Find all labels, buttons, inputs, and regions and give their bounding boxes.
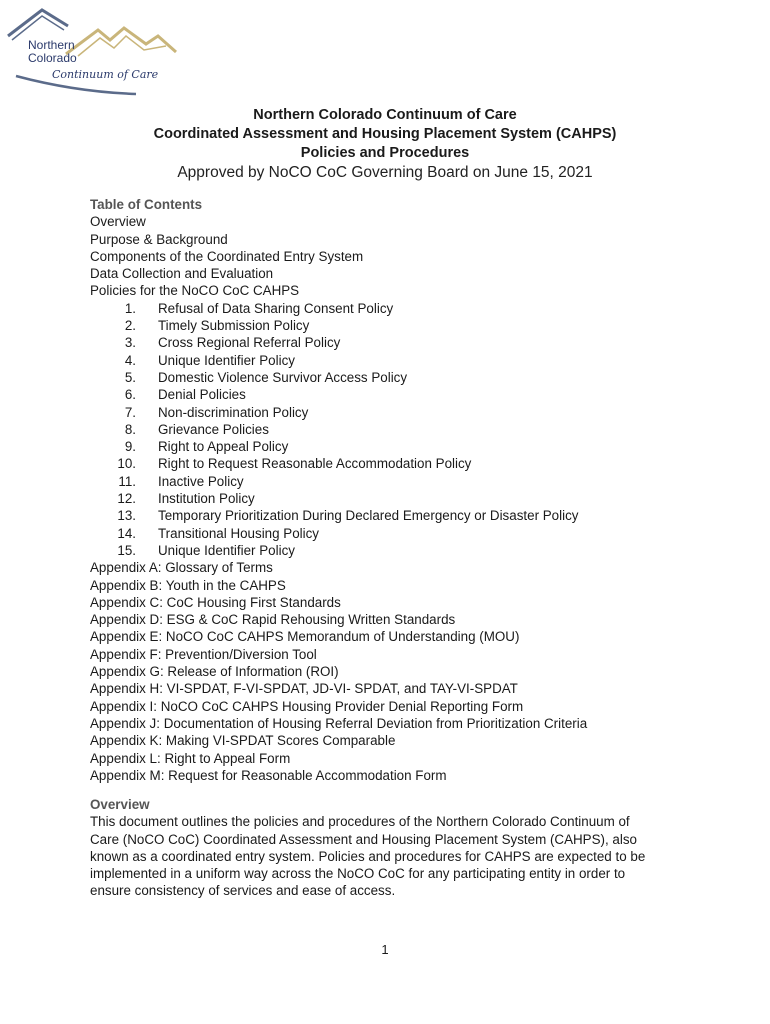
toc-policy-number: 13. (117, 508, 136, 524)
toc-policy-number: 1. (124, 300, 136, 316)
toc-policy-item[interactable] (90, 542, 730, 559)
toc-policy-label: Timely Submission Policy (158, 318, 310, 334)
toc-policy-number: 9. (124, 439, 136, 455)
table-of-contents (90, 196, 730, 784)
title-line-3: Policies and Procedures (300, 145, 470, 161)
toc-policy-number: 3. (124, 335, 136, 351)
toc-policy-item[interactable] (90, 507, 730, 524)
toc-policy-label: Non-discrimination Policy (158, 404, 309, 420)
toc-appendix-item[interactable]: Appendix B: Youth in the CAHPS (90, 577, 286, 593)
toc-appendix-item[interactable]: Appendix A: Glossary of Terms (90, 560, 273, 576)
toc-policy-label: Temporary Prioritization During Declared Emergency or Disaster Policy (158, 508, 579, 524)
toc-policy-number: 6. (124, 387, 136, 403)
toc-policy-number: 15. (117, 542, 136, 558)
toc-policy-item[interactable] (90, 438, 730, 455)
toc-appendix-item[interactable]: Appendix G: Release of Information (ROI) (90, 664, 339, 680)
toc-policy-label: Right to Request Reasonable Accommodation Policy (158, 456, 472, 472)
toc-appendix-item[interactable]: Appendix E: NoCO CoC CAHPS Memorandum of Understanding (MOU) (90, 629, 520, 645)
toc-policy-number: 12. (117, 491, 136, 507)
toc-appendix-item[interactable]: Appendix M: Request for Reasonable Accommodation Form (90, 767, 447, 783)
organization-logo (6, 6, 182, 98)
toc-policy-item[interactable] (90, 334, 730, 351)
overview-paragraph (90, 813, 680, 899)
toc-policy-label: Transitional Housing Policy (158, 525, 320, 541)
toc-policy-item[interactable] (90, 455, 730, 472)
toc-item[interactable]: Policies for the NoCO CoC CAHPS (90, 283, 300, 299)
toc-policy-label: Unique Identifier Policy (158, 542, 295, 558)
overview-text-line: known as a coordinated entry system. Policies and procedures for CAHPS are expected to be (90, 848, 646, 864)
document-title-block (0, 106, 770, 183)
logo-script-text: Continuum of Care (52, 68, 159, 81)
toc-policy-label: Inactive Policy (158, 473, 244, 489)
overview-text-line: Care (NoCO CoC) Coordinated Assessment and Housing Placement System (CAHPS), also (90, 831, 638, 847)
page-number: 1 (381, 942, 389, 957)
toc-policy-label: Refusal of Data Sharing Consent Policy (158, 300, 394, 316)
toc-policy-list (90, 300, 730, 559)
toc-policy-number: 2. (124, 318, 136, 334)
toc-appendix-item[interactable]: Appendix I: NoCO CoC CAHPS Housing Provider Denial Reporting Form (90, 698, 524, 714)
toc-appendix-item[interactable]: Appendix F: Prevention/Diversion Tool (90, 646, 317, 662)
toc-policy-number: 14. (117, 525, 136, 541)
toc-policy-label: Unique Identifier Policy (158, 352, 295, 368)
toc-heading: Table of Contents (90, 197, 203, 212)
toc-policy-number: 8. (124, 421, 136, 437)
toc-top-items (90, 213, 730, 299)
toc-policy-number: 10. (117, 456, 136, 472)
toc-policy-item[interactable] (90, 421, 730, 438)
overview-heading: Overview (90, 797, 150, 812)
toc-policy-item[interactable] (90, 317, 730, 334)
toc-policy-item[interactable] (90, 490, 730, 507)
logo-text-line1: Northern (28, 38, 75, 52)
toc-appendix-item[interactable]: Appendix J: Documentation of Housing Referral Deviation from Prioritization Criteria (90, 715, 588, 731)
toc-appendix-item[interactable]: Appendix D: ESG & CoC Rapid Rehousing Written Standards (90, 612, 456, 628)
toc-policy-label: Cross Regional Referral Policy (158, 335, 341, 351)
toc-item[interactable]: Overview (90, 214, 146, 230)
toc-item[interactable]: Components of the Coordinated Entry System (90, 248, 364, 264)
toc-policy-number: 5. (124, 369, 136, 385)
toc-policy-number: 7. (124, 404, 136, 420)
toc-policy-item[interactable] (90, 473, 730, 490)
title-line-2: Coordinated Assessment and Housing Placement System (CAHPS) (153, 126, 617, 142)
overview-text-line: This document outlines the policies and procedures of the Northern Colorado Continuum of (90, 814, 630, 830)
toc-item[interactable]: Purpose & Background (90, 231, 228, 247)
toc-policy-label: Grievance Policies (158, 421, 269, 437)
toc-appendix-item[interactable]: Appendix K: Making VI-SPDAT Scores Comparable (90, 733, 396, 749)
toc-appendix-list (90, 559, 730, 784)
toc-policy-item[interactable] (90, 352, 730, 369)
toc-policy-item[interactable] (90, 404, 730, 421)
logo-text-line2: Colorado (28, 51, 77, 65)
toc-policy-label: Right to Appeal Policy (158, 439, 289, 455)
toc-item[interactable]: Data Collection and Evaluation (90, 266, 274, 282)
toc-policy-item[interactable] (90, 386, 730, 403)
toc-appendix-item[interactable]: Appendix H: VI-SPDAT, F-VI-SPDAT, JD-VI- SPDAT, and TAY-VI-SPDAT (90, 681, 518, 697)
toc-policy-label: Institution Policy (158, 491, 255, 507)
toc-policy-item[interactable] (90, 300, 730, 317)
toc-policy-label: Denial Policies (158, 387, 246, 403)
approval-statement: Approved by NoCO CoC Governing Board on June 15, 2021 (177, 164, 593, 181)
toc-policy-item[interactable] (90, 525, 730, 542)
toc-appendix-item[interactable]: Appendix L: Right to Appeal Form (90, 750, 291, 766)
toc-policy-number: 4. (124, 352, 136, 368)
toc-policy-item[interactable] (90, 369, 730, 386)
toc-policy-label: Domestic Violence Survivor Access Policy (158, 369, 408, 385)
toc-appendix-item[interactable]: Appendix C: CoC Housing First Standards (90, 594, 341, 610)
toc-policy-number: 11. (118, 473, 136, 489)
title-line-1: Northern Colorado Continuum of Care (253, 107, 517, 123)
overview-section (90, 796, 680, 900)
overview-text-line: implemented in a uniform way across the NoCO CoC for any participating entity in order to (90, 866, 626, 882)
overview-text-line: ensure consistency of services and ease of access. (90, 883, 396, 899)
